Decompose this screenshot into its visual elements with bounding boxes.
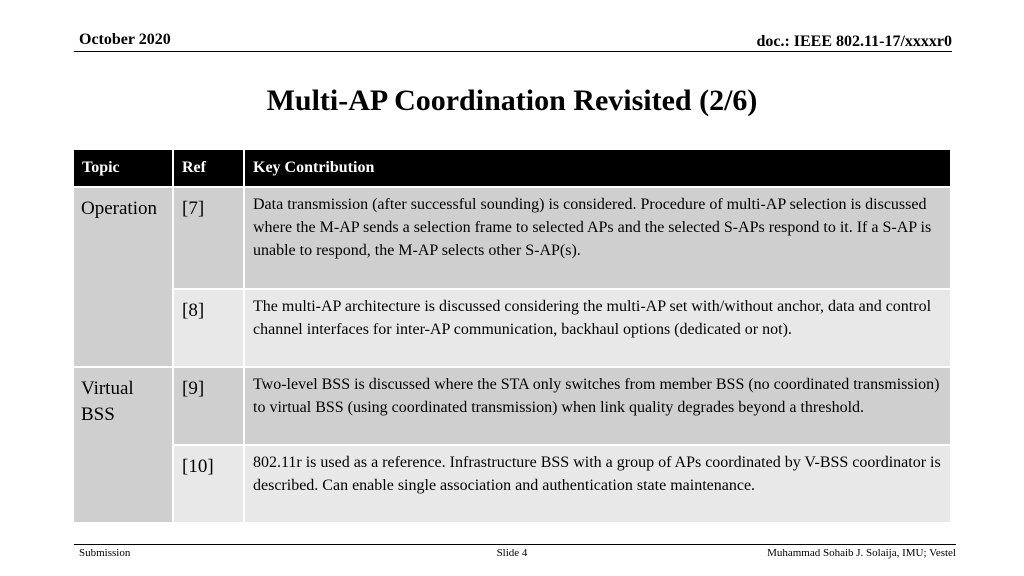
header-divider xyxy=(74,51,952,52)
footer-submission: Submission xyxy=(79,547,131,559)
ref-cell: [7] xyxy=(173,187,244,289)
header-doc-id: doc.: IEEE 802.11-17/xxxxr0 xyxy=(756,33,952,50)
contribution-table xyxy=(72,148,952,524)
contribution-cell: Data transmission (after successful sounding) is considered. Procedure of multi-AP selection is discussed where the M-AP sends a selection frame to selected APs and the selected S-APs respond to it. If a S-AP is unable to respond, the M-AP selects other S-AP(s). xyxy=(244,187,951,289)
topic-cell-operation: Operation xyxy=(73,187,173,367)
table-row xyxy=(73,367,951,445)
contribution-cell: Two-level BSS is discussed where the STA only switches from member BSS (no coordinated transmission) to virtual BSS (using coordinated transmission) when link quality degrades beyond a threshold. xyxy=(244,367,951,445)
table-header-row xyxy=(73,149,951,187)
contribution-cell: 802.11r is used as a reference. Infrastructure BSS with a group of APs coordinated by V-BSS coordinator is described. Can enable single association and authentication state maintenance. xyxy=(244,445,951,523)
contribution-cell: The multi-AP architecture is discussed considering the multi-AP set with/without anchor, data and control channel interfaces for inter-AP communication, backhaul options (dedicated or not). xyxy=(244,289,951,367)
topic-cell-virtual-bss: Virtual BSS xyxy=(73,367,173,523)
column-header-ref: Ref xyxy=(173,149,244,187)
column-header-topic: Topic xyxy=(73,149,173,187)
ref-cell: [9] xyxy=(173,367,244,445)
table-row xyxy=(73,445,951,523)
column-header-key-contribution: Key Contribution xyxy=(244,149,951,187)
header-date: October 2020 xyxy=(79,31,171,48)
slide-title: Multi-AP Coordination Revisited (2/6) xyxy=(266,84,758,117)
ref-cell: [10] xyxy=(173,445,244,523)
ref-cell: [8] xyxy=(173,289,244,367)
footer-divider xyxy=(74,544,956,545)
table-row xyxy=(73,289,951,367)
table-row xyxy=(73,187,951,289)
footer-author: Muhammad Sohaib J. Solaija, IMU; Vestel xyxy=(767,547,956,559)
footer-slide-number: Slide 4 xyxy=(496,547,528,559)
